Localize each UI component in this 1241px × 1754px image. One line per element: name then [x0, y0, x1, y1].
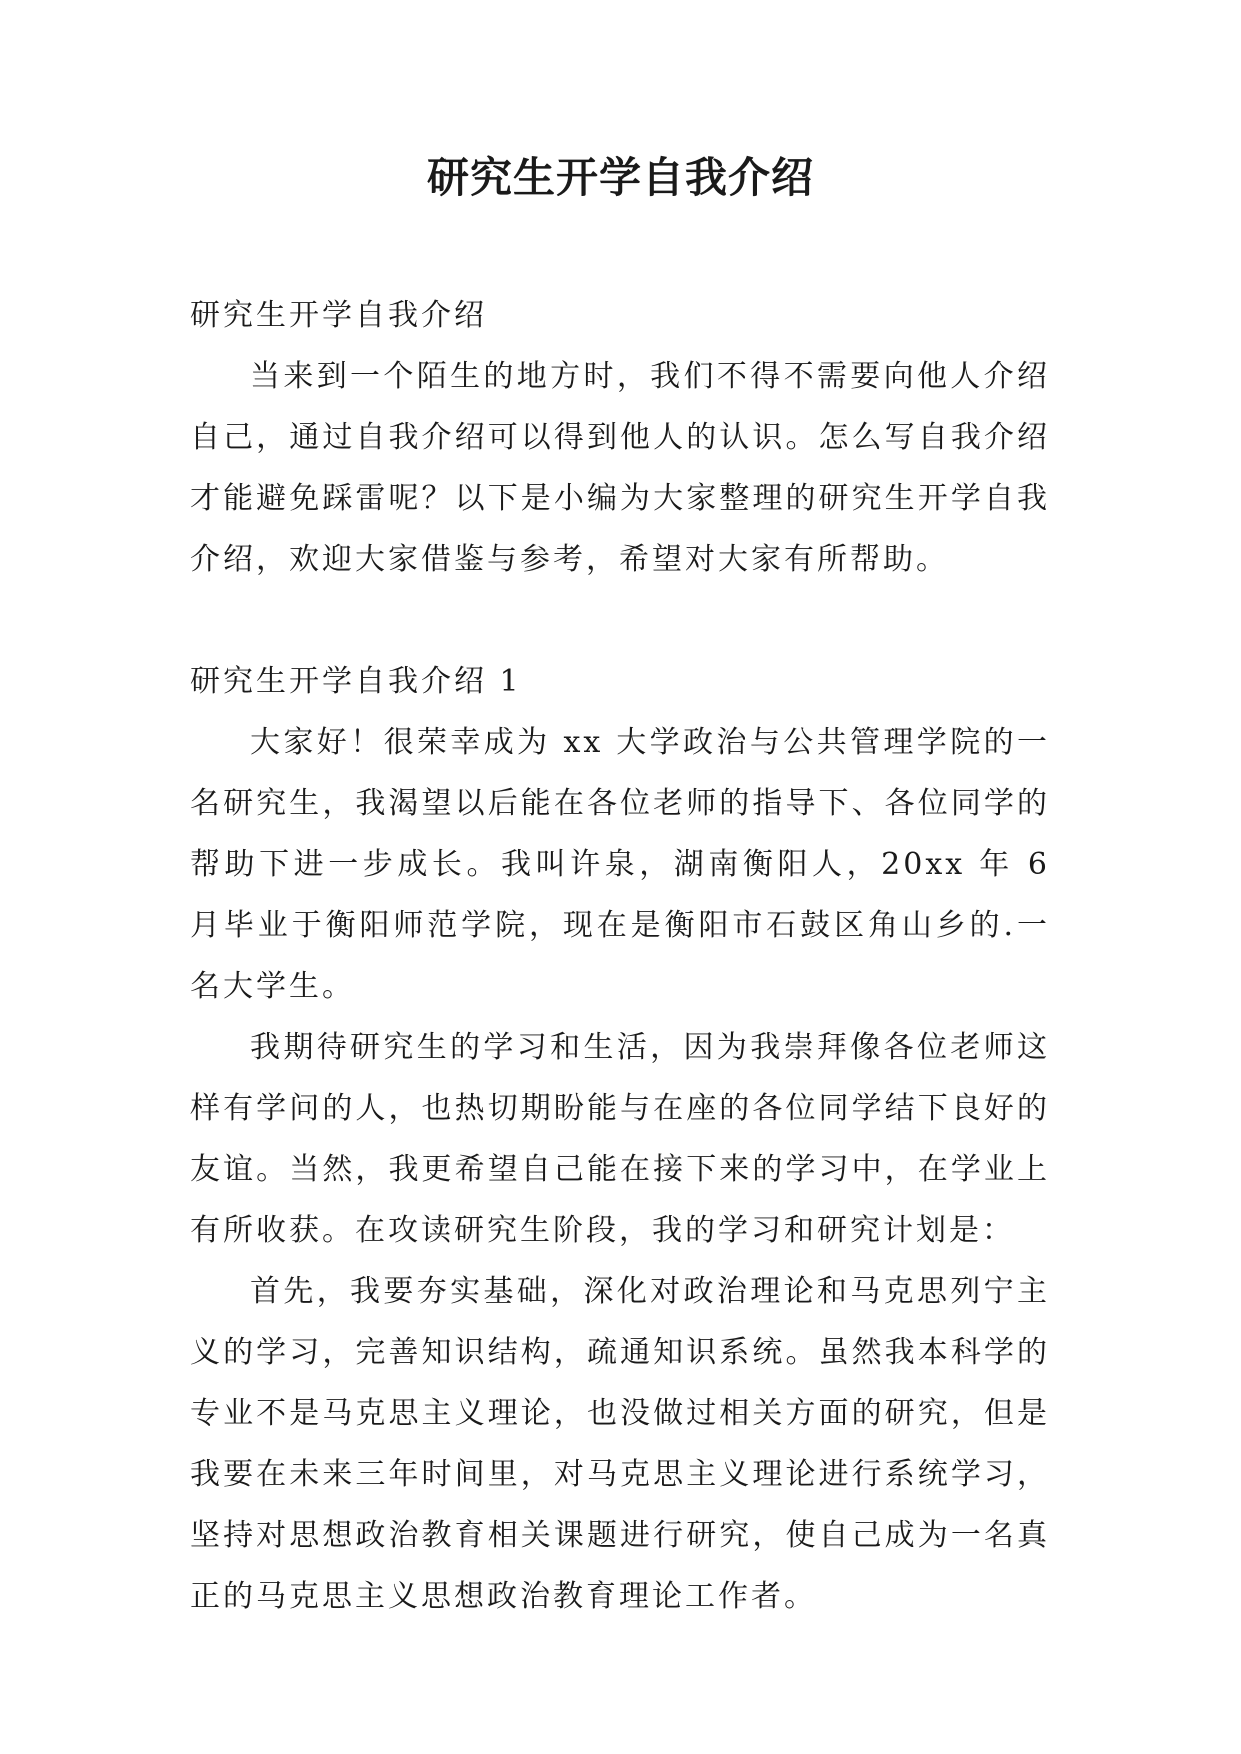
- section-spacer: [190, 590, 1050, 651]
- intro-paragraph: 当来到一个陌生的地方时，我们不得不需要向他人介绍自己，通过自我介绍可以得到他人的认识。怎么写自我介绍才能避免踩雷呢？以下是小编为大家整理的研究生开学自我介绍，欢迎大家借鉴与参考，希望对大家有所帮助。: [190, 359, 1050, 577]
- document-title: 研究生开学自我介绍: [426, 153, 814, 202]
- body-paragraph: 首先，我要夯实基础，深化对政治理论和马克思列宁主义的学习，完善知识结构，疏通知识系统。虽然我本科学的专业不是马克思主义理论，也没做过相关方面的研究，但是我要在未来三年时间里，对马克思主义理论进行系统学习，坚持对思想政治教育相关课题进行研究，使自己成为一名真正的马克思主义思想政治教育理论工作者。: [190, 1274, 1050, 1614]
- subtitle: 研究生开学自我介绍: [190, 298, 487, 333]
- document-body: [190, 285, 1050, 1627]
- body-paragraph: 大家好！很荣幸成为 xx 大学政治与公共管理学院的一名研究生，我渴望以后能在各位老师的指导下、各位同学的帮助下进一步成长。我叫许泉，湖南衡阳人，20xx 年 6 月毕业于衡阳师范学院，现在是衡阳市石鼓区角山乡的.一名大学生。: [190, 725, 1050, 1004]
- body-paragraph: 我期待研究生的学习和生活，因为我崇拜像各位老师这样有学问的人，也热切期盼能与在座的各位同学结下良好的友谊。当然，我更希望自己能在接下来的学习中，在学业上有所收获。在攻读研究生阶段，我的学习和研究计划是：: [190, 1030, 1050, 1248]
- section-heading: 研究生开学自我介绍 1: [190, 664, 522, 699]
